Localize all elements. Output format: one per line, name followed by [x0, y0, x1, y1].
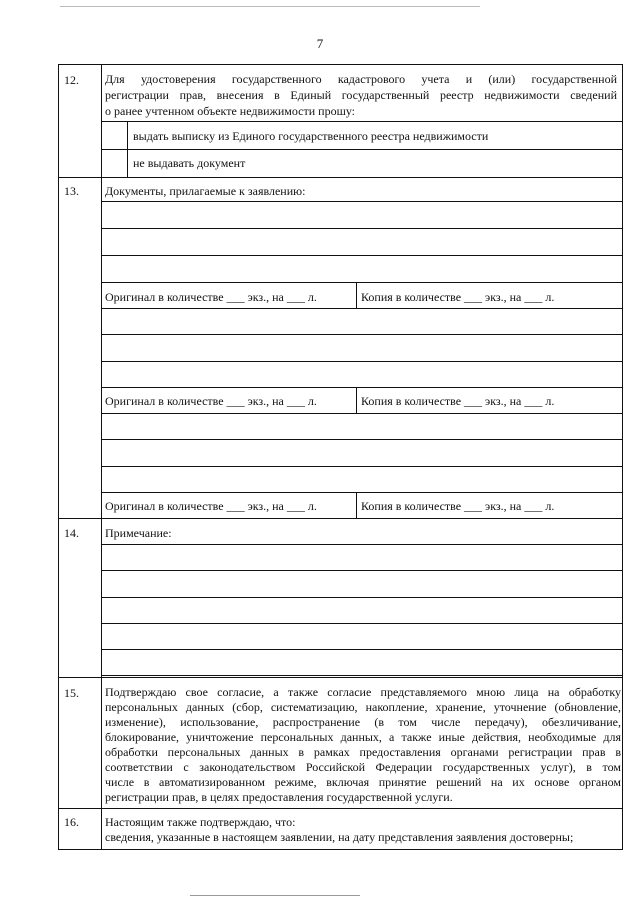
doc-2-original-count: Оригинал в количестве ___ экз., на ___ л. [105, 394, 317, 408]
doc-2-copy-count: Копия в количестве ___ экз., на ___ л. [361, 394, 555, 408]
doc-3-original-count: Оригинал в количестве ___ экз., на ___ л. [105, 499, 317, 513]
section-15-line-3: изменение), использование, распространение (в том числе передачу), обезличивание, [105, 715, 621, 729]
option-extract-label: выдать выписку из Единого государственного реестра недвижимости [133, 129, 489, 143]
section-12-line-1: Для удостоверения государственного кадастрового учета и (или) государственной [105, 72, 617, 86]
section-15-line-1: Подтверждаю свое согласие, а также согласие представляемого мною лица на обработку [105, 685, 621, 699]
section-16-number: 16. [64, 815, 79, 829]
section-15-line-2: персональных данных (сбор, систематизацию, накопление, хранение, уточнение (обновление, [105, 700, 621, 714]
section-12-line-2: регистрации прав, внесения в Единый государственный реестр недвижимости сведений [105, 88, 617, 102]
section-15-number: 15. [64, 686, 79, 700]
option-extract-checkbox[interactable] [102, 122, 126, 148]
section-12-number: 12. [64, 73, 79, 87]
option-no-document-checkbox[interactable] [102, 150, 126, 176]
section-15-line-4: блокирование, уничтожение персональных данных, а также иные действия, необходимые для [105, 730, 621, 744]
bottom-rule [190, 895, 360, 896]
section-13-number: 13. [64, 184, 79, 198]
option-no-document-label: не выдавать документ [133, 156, 246, 170]
section-16-line-1: Настоящим также подтверждаю, что: [105, 815, 296, 829]
section-15-line-6: соответствии с законодательством Российской Федерации государственных услуг), в том [105, 760, 621, 774]
section-15-line-7: числе в автоматизированном режиме, включая принятие решений на их основе органом [105, 775, 621, 789]
doc-1-copy-count: Копия в количестве ___ экз., на ___ л. [361, 290, 555, 304]
section-15-line-8: регистрации прав, в целях предоставления государственной услуги. [105, 790, 453, 804]
section-15-line-5: обработки персональных данных в рамках предоставления органами регистрации прав в [105, 745, 621, 759]
section-14-number: 14. [64, 526, 79, 540]
top-rule [60, 6, 480, 7]
section-13-title: Документы, прилагаемые к заявлению: [105, 184, 306, 198]
page-number: 7 [316, 36, 324, 51]
doc-1-original-count: Оригинал в количестве ___ экз., на ___ л. [105, 290, 317, 304]
section-14-title: Примечание: [105, 526, 172, 540]
section-16-line-2: сведения, указанные в настоящем заявлении, на дату представления заявления достоверны; [105, 830, 574, 844]
section-12-line-3: о ранее учтенном объекте недвижимости прошу: [105, 104, 356, 118]
doc-3-copy-count: Копия в количестве ___ экз., на ___ л. [361, 499, 555, 513]
column-divider [101, 64, 102, 850]
